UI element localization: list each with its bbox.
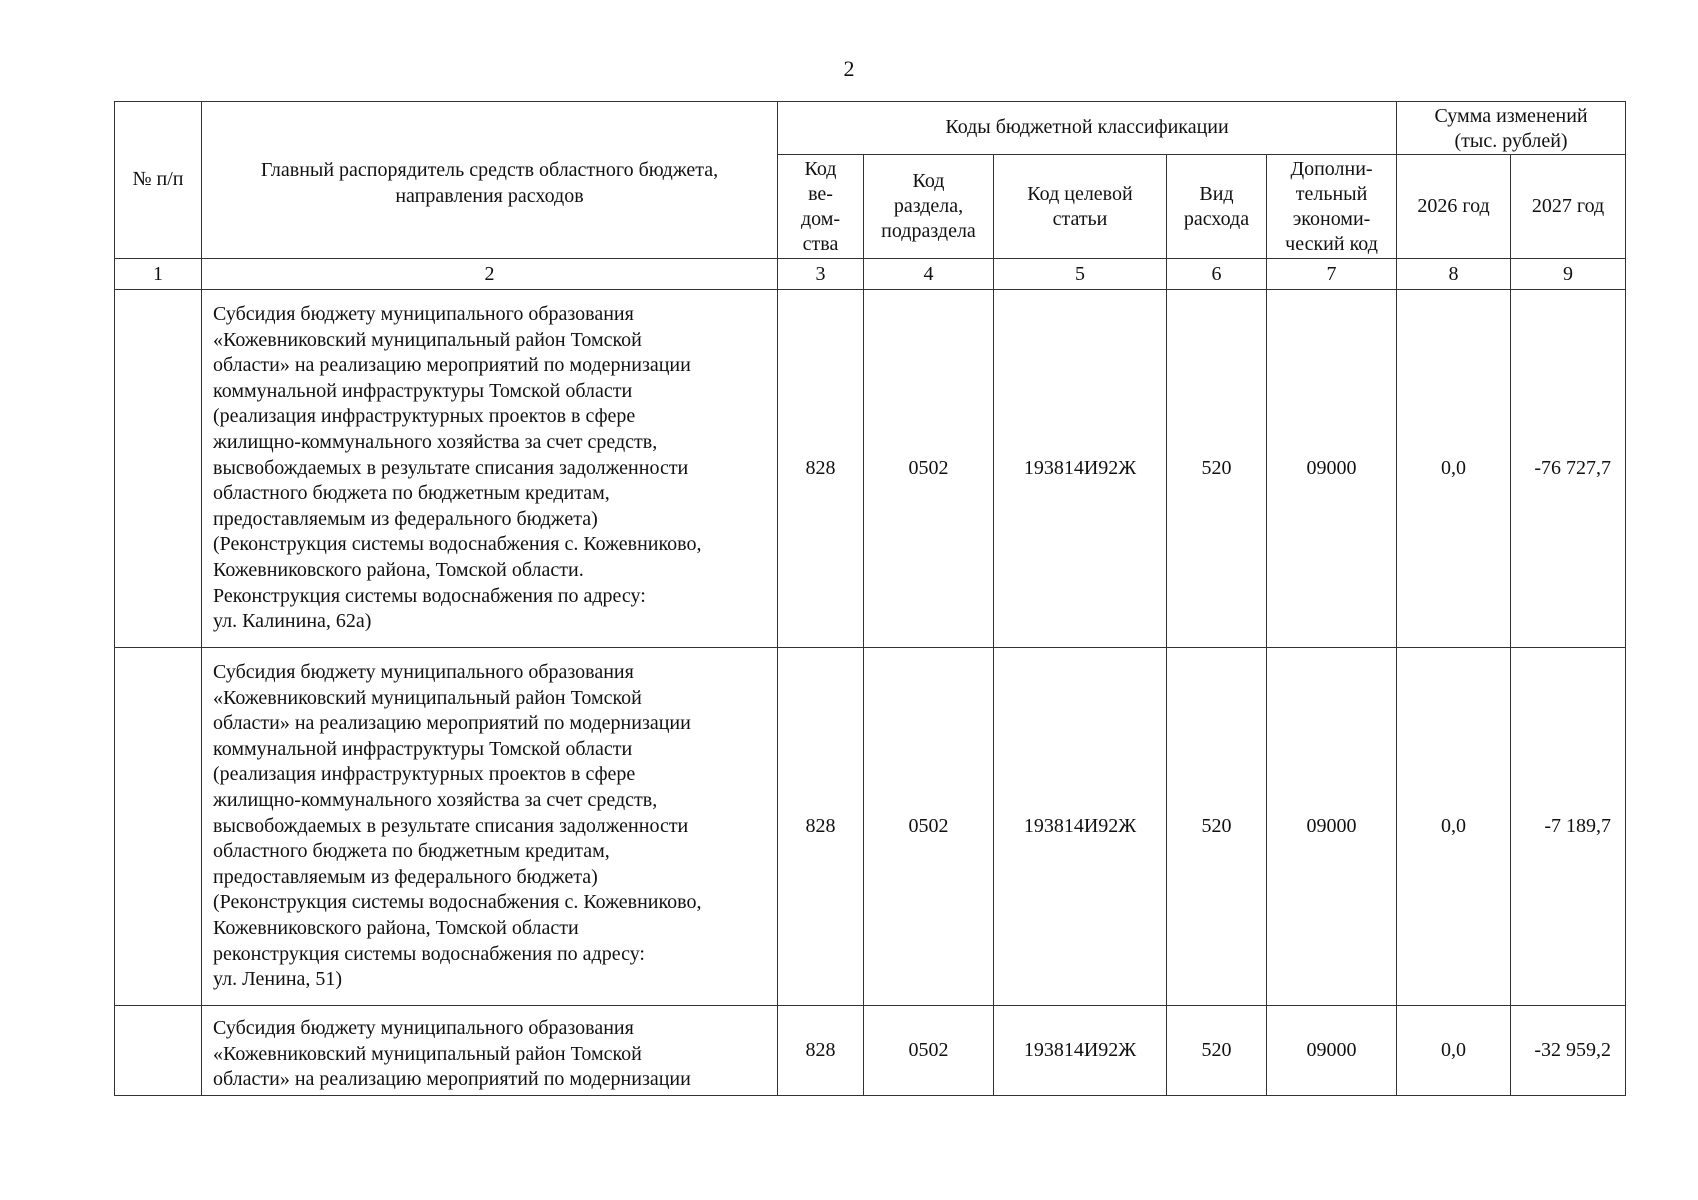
row-num [115,1006,202,1096]
row-sum-2026: 0,0 [1397,290,1511,648]
budget-changes-table [114,101,1626,1096]
row-section-code: 0502 [864,648,994,1006]
header-codes-group: Коды бюджетной классификации [778,102,1397,155]
column-number: 3 [778,259,864,290]
row-description: Субсидия бюджету муниципального образования «Кожевниковский муниципальный район Томской области» на реализацию мероприятий по модернизации [202,1006,778,1096]
header-dept-code: Код ве- дом- ства [778,155,864,259]
row-target-code: 193814И92Ж [994,1006,1167,1096]
row-target-code: 193814И92Ж [994,290,1167,648]
row-section-code: 0502 [864,1006,994,1096]
column-number: 5 [994,259,1167,290]
header-section-code: Код раздела, подраздела [864,155,994,259]
row-expense-type: 520 [1167,648,1267,1006]
header-year-2026: 2026 год [1397,155,1511,259]
row-num [115,290,202,648]
row-economic-code: 09000 [1267,648,1397,1006]
row-economic-code: 09000 [1267,290,1397,648]
column-number: 1 [115,259,202,290]
row-num [115,648,202,1006]
column-number: 8 [1397,259,1511,290]
header-target-code: Код целевой статьи [994,155,1167,259]
row-sum-2026: 0,0 [1397,648,1511,1006]
column-number-row [115,259,1626,290]
row-target-code: 193814И92Ж [994,648,1167,1006]
header-sum-group: Сумма изменений (тыс. рублей) [1397,102,1626,155]
column-number: 9 [1511,259,1626,290]
column-number: 4 [864,259,994,290]
row-description: Субсидия бюджету муниципального образования «Кожевниковский муниципальный район Томской области» на реализацию мероприятий по модернизации коммунальной инфраструктуры Томской области (реализация инфраструктурных проектов в сфере жилищно-коммунального хозяйства за счет средств, высвобождаемых в результате списания задолженности областного бюджета по бюджетным кредитам, предоставляемым из федерального бюджета) (Реконструкция системы водоснабжения с. Кожевниково, Кожевниковского района, Томской области. Реконструкция системы водоснабжения по адресу: ул. Калинина, 62а) [202,290,778,648]
row-dept-code: 828 [778,648,864,1006]
row-economic-code: 09000 [1267,1006,1397,1096]
row-expense-type: 520 [1167,1006,1267,1096]
row-sum-2027: -76 727,7 [1511,290,1626,648]
header-expense-type: Вид расхода [1167,155,1267,259]
header-economic-code: Дополни- тельный экономи- ческий код [1267,155,1397,259]
row-description: Субсидия бюджету муниципального образования «Кожевниковский муниципальный район Томской области» на реализацию мероприятий по модернизации коммунальной инфраструктуры Томской области (реализация инфраструктурных проектов в сфере жилищно-коммунального хозяйства за счет средств, высвобождаемых в результате списания задолженности областного бюджета по бюджетным кредитам, предоставляемым из федерального бюджета) (Реконструкция системы водоснабжения с. Кожевниково, Кожевниковского района, Томской области реконструкция системы водоснабжения по адресу: ул. Ленина, 51) [202,648,778,1006]
row-dept-code: 828 [778,290,864,648]
row-expense-type: 520 [1167,290,1267,648]
row-section-code: 0502 [864,290,994,648]
column-number: 6 [1167,259,1267,290]
page-number: 2 [843,56,855,81]
table-row [115,290,1626,648]
table-row [115,648,1626,1006]
table-row [115,1006,1626,1096]
column-number: 7 [1267,259,1397,290]
row-dept-code: 828 [778,1006,864,1096]
row-sum-2026: 0,0 [1397,1006,1511,1096]
row-sum-2027: -32 959,2 [1511,1006,1626,1096]
column-number: 2 [202,259,778,290]
header-description: Главный распорядитель средств областного бюджета, направления расходов [202,102,778,259]
header-num: № п/п [115,102,202,259]
header-year-2027: 2027 год [1511,155,1626,259]
row-sum-2027: -7 189,7 [1511,648,1626,1006]
